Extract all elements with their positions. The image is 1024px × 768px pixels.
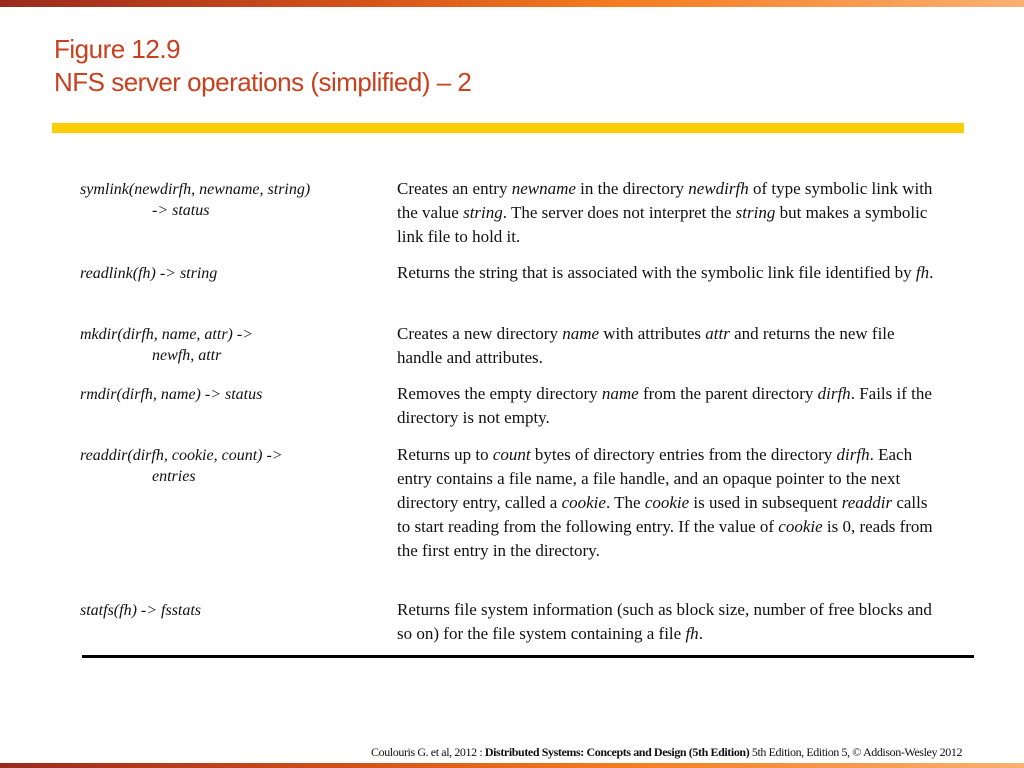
operation-description (397, 443, 942, 563)
description-term: cookie (561, 493, 606, 512)
operation-description (397, 382, 942, 430)
slide-title (54, 33, 471, 99)
operation-signature-line2: entries (152, 468, 196, 485)
description-term: count (492, 445, 531, 464)
description-text: . The server does not interpret the (502, 203, 736, 222)
citation-footer (371, 745, 962, 760)
description-term: string (735, 203, 776, 222)
description-text: of type symbolic link with the value (397, 179, 933, 222)
description-text: Removes the empty directory (397, 384, 602, 403)
description-text: Returns file system information (such as block size, number of free blocks and so on) for the file system containing a file (397, 600, 932, 643)
operation-signature-line2: -> status (152, 202, 210, 219)
description-term: name (562, 324, 600, 343)
description-term: fh (685, 624, 699, 643)
description-term: readdir (841, 493, 893, 512)
operation-description (397, 261, 942, 285)
operation-signature-line1: readdir(dirfh, cookie, count) -> (80, 447, 283, 464)
description-term: name (601, 384, 639, 403)
description-text: with attributes (599, 324, 706, 343)
description-term: string (463, 203, 503, 222)
description-text: . The (605, 493, 645, 512)
bottom-accent-bar (0, 763, 1024, 768)
operation-description (397, 177, 942, 249)
description-term: newname (511, 179, 576, 198)
operation-signature (80, 445, 380, 487)
operation-signature-line2: newfh, attr (152, 347, 222, 364)
description-term: cookie (644, 493, 690, 512)
description-text: bytes of directory entries from the directory (530, 445, 837, 464)
operation-signature-line1: symlink(newdirfh, newname, string) (80, 181, 311, 198)
operation-description (397, 322, 942, 370)
description-text: in the directory (575, 179, 689, 198)
description-text: and returns the new file handle and attributes. (397, 324, 895, 367)
description-text: Creates a new directory (397, 324, 563, 343)
description-text: . Fails if the directory is not empty. (397, 384, 932, 427)
description-text: is 0, reads from the first entry in the directory. (397, 517, 933, 560)
description-text: but makes a symbolic link file to hold it. (397, 203, 928, 246)
table-bottom-rule (82, 655, 974, 658)
operation-signature-line1: readlink(fh) -> string (80, 265, 218, 282)
description-text: calls to start reading from the following entry. If the value of (397, 493, 928, 536)
description-term: newdirfh (688, 179, 749, 198)
figure-number: Figure 12.9 (54, 34, 181, 64)
description-term: dirfh (817, 384, 851, 403)
operation-description (397, 598, 942, 646)
citation-authors: Coulouris G. et al, 2012 : (371, 745, 485, 759)
operation-signature (80, 179, 380, 221)
operation-signature (80, 324, 380, 366)
description-term: dirfh (836, 445, 870, 464)
description-text: Creates an entry (397, 179, 512, 198)
description-term: cookie (778, 517, 823, 536)
figure-caption: NFS server operations (simplified) – 2 (54, 67, 472, 97)
top-accent-bar (0, 0, 1024, 7)
operation-signature (80, 600, 380, 621)
operation-signature-line1: mkdir(dirfh, name, attr) -> (80, 326, 253, 343)
description-text: . Each entry contains a file name, a file handle, and an opaque pointer to the next directory entry, called a (397, 445, 913, 512)
description-text: . (929, 263, 934, 282)
title-divider (52, 123, 964, 133)
citation-publisher: 5th Edition, Edition 5, © Addison-Wesley 2012 (749, 745, 963, 759)
description-text: Returns the string that is associated with the symbolic link file identified by (397, 263, 916, 282)
description-text: is used in subsequent (689, 493, 842, 512)
description-text: from the parent directory (638, 384, 818, 403)
description-text: . (698, 624, 703, 643)
description-term: attr (705, 324, 730, 343)
operation-signature (80, 263, 380, 284)
description-term: fh (915, 263, 930, 282)
operation-signature (80, 384, 380, 405)
description-text: Returns up to (397, 445, 493, 464)
operation-signature-line1: rmdir(dirfh, name) -> status (80, 386, 263, 403)
operation-signature-line1: statfs(fh) -> fsstats (80, 602, 202, 619)
citation-book-title: Distributed Systems: Concepts and Design (5th Edition) (484, 745, 750, 759)
